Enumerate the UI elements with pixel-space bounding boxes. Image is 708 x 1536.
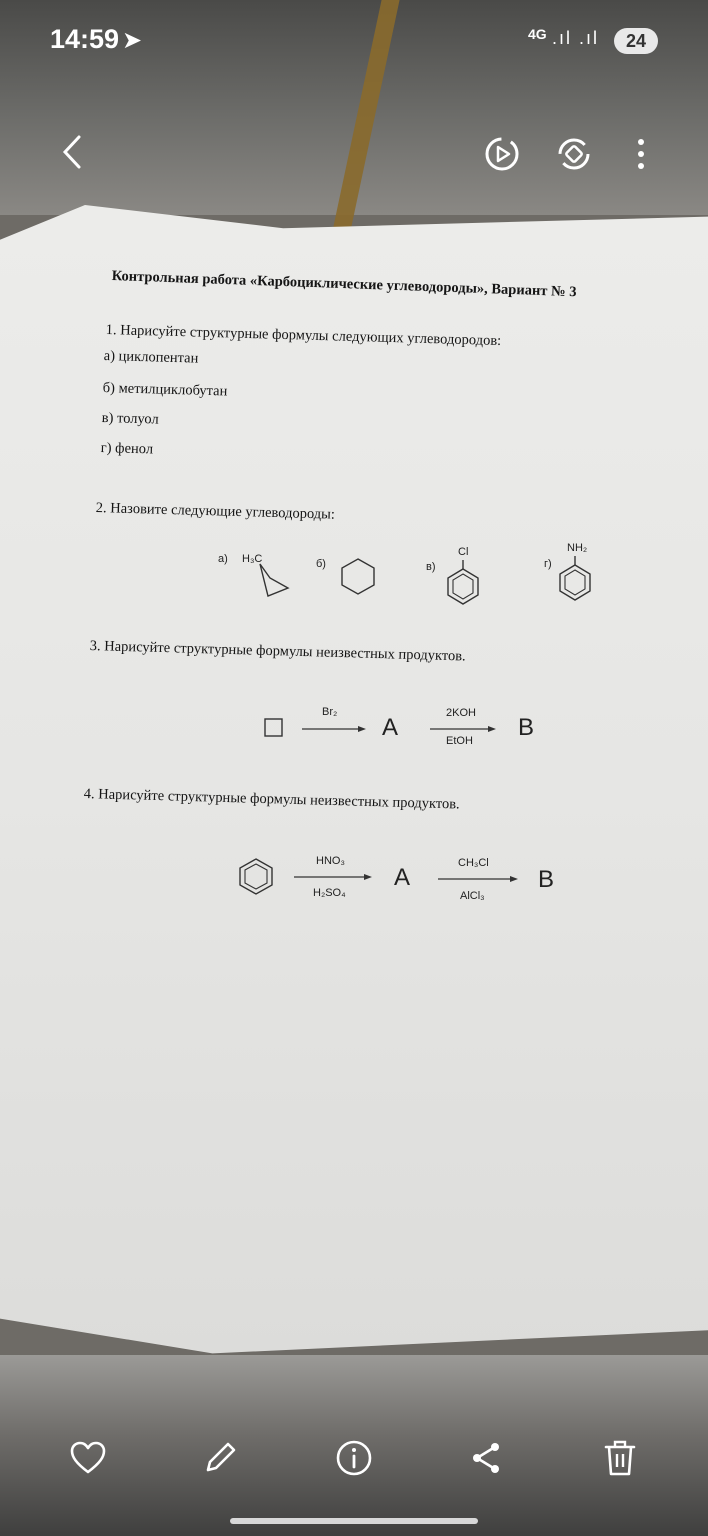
network-type: 4G [528, 26, 547, 42]
signal-icon: .ıl .ıl [552, 28, 600, 48]
edit-button[interactable] [198, 1436, 242, 1480]
q2-label-a: а) [218, 553, 228, 565]
q2-label-d: г) [544, 558, 552, 570]
q4-reagent-1-top: HNO₃ [316, 855, 345, 867]
paper-sheet [0, 205, 708, 1365]
q4-arrow-2 [436, 874, 522, 884]
more-button[interactable] [626, 132, 656, 176]
home-indicator[interactable] [230, 1518, 478, 1524]
status-time: 14:59 [50, 24, 120, 54]
q2-substituent-a: H₃C [242, 553, 263, 565]
document-title: Контрольная работа «Карбоциклические углеводороды», Вариант № 3 [111, 268, 577, 301]
benzene-structure [236, 856, 276, 896]
q1-item-d: г) фенол [100, 440, 154, 458]
heart-icon [70, 1441, 106, 1475]
battery-level: 24 [625, 31, 647, 51]
bottom-action-bar [0, 1410, 708, 1510]
q3-reagent-2-top: 2KOH [446, 707, 476, 719]
question-3-text: 3. Нарисуйте структурные формулы неизвестных продуктов. [89, 638, 466, 665]
aniline-structure [556, 556, 596, 604]
q2-substituent-d: NH₂ [567, 542, 588, 554]
share-icon [468, 1440, 504, 1476]
share-button[interactable] [464, 1436, 508, 1480]
delete-button[interactable] [598, 1436, 642, 1480]
q2-label-b: б) [316, 558, 326, 570]
question-4-text: 4. Нарисуйте структурные формулы неизвестных продуктов. [83, 786, 460, 813]
q1-item-a: а) циклопентан [103, 348, 199, 367]
q1-item-c: в) толуол [101, 410, 159, 428]
q2-label-c: в) [426, 561, 436, 573]
question-2-text: 2. Назовите следующие углеводороды: [95, 500, 336, 523]
info-button[interactable] [332, 1436, 376, 1480]
q3-reagent-1: Br₂ [322, 706, 338, 718]
more-vertical-icon [636, 136, 646, 172]
methylcyclopropane-structure [250, 560, 300, 600]
q3-arrow-2 [428, 724, 500, 734]
q4-reagent-2-bottom: AlCl₃ [460, 890, 485, 902]
trash-icon [603, 1439, 637, 1477]
q4-reagent-2-top: CH₃Cl [458, 857, 489, 869]
rotate-button[interactable] [552, 132, 596, 176]
cyclobutane-structure [262, 716, 286, 740]
q3-product-a: A [382, 714, 399, 741]
back-button[interactable] [52, 132, 92, 172]
q4-arrow-1 [292, 872, 376, 882]
question-1-text: 1. Нарисуйте структурные формулы следующих углеводородов: [105, 322, 502, 350]
play-button[interactable] [480, 132, 524, 176]
q3-reagent-2-bottom: EtOH [446, 735, 473, 747]
battery-indicator [614, 28, 658, 54]
q4-product-a: A [394, 864, 411, 891]
q4-reagent-1-bottom: H₂SO₄ [313, 887, 346, 899]
q3-product-b: B [518, 714, 535, 741]
rotate-icon [554, 134, 594, 174]
info-icon [335, 1439, 373, 1477]
q3-arrow-1 [300, 724, 370, 734]
play-circle-icon [482, 134, 522, 174]
q2-substituent-c: Cl [458, 546, 469, 558]
cyclohexane-structure [338, 556, 378, 596]
telegram-icon: ➤ [122, 27, 143, 54]
pencil-icon [202, 1440, 238, 1476]
chlorobenzene-structure [444, 560, 484, 608]
status-bar [0, 0, 708, 80]
chevron-left-icon [57, 132, 87, 172]
q4-product-b: B [538, 866, 555, 893]
q1-item-b: б) метилциклобутан [102, 380, 228, 400]
favorite-button[interactable] [66, 1436, 110, 1480]
